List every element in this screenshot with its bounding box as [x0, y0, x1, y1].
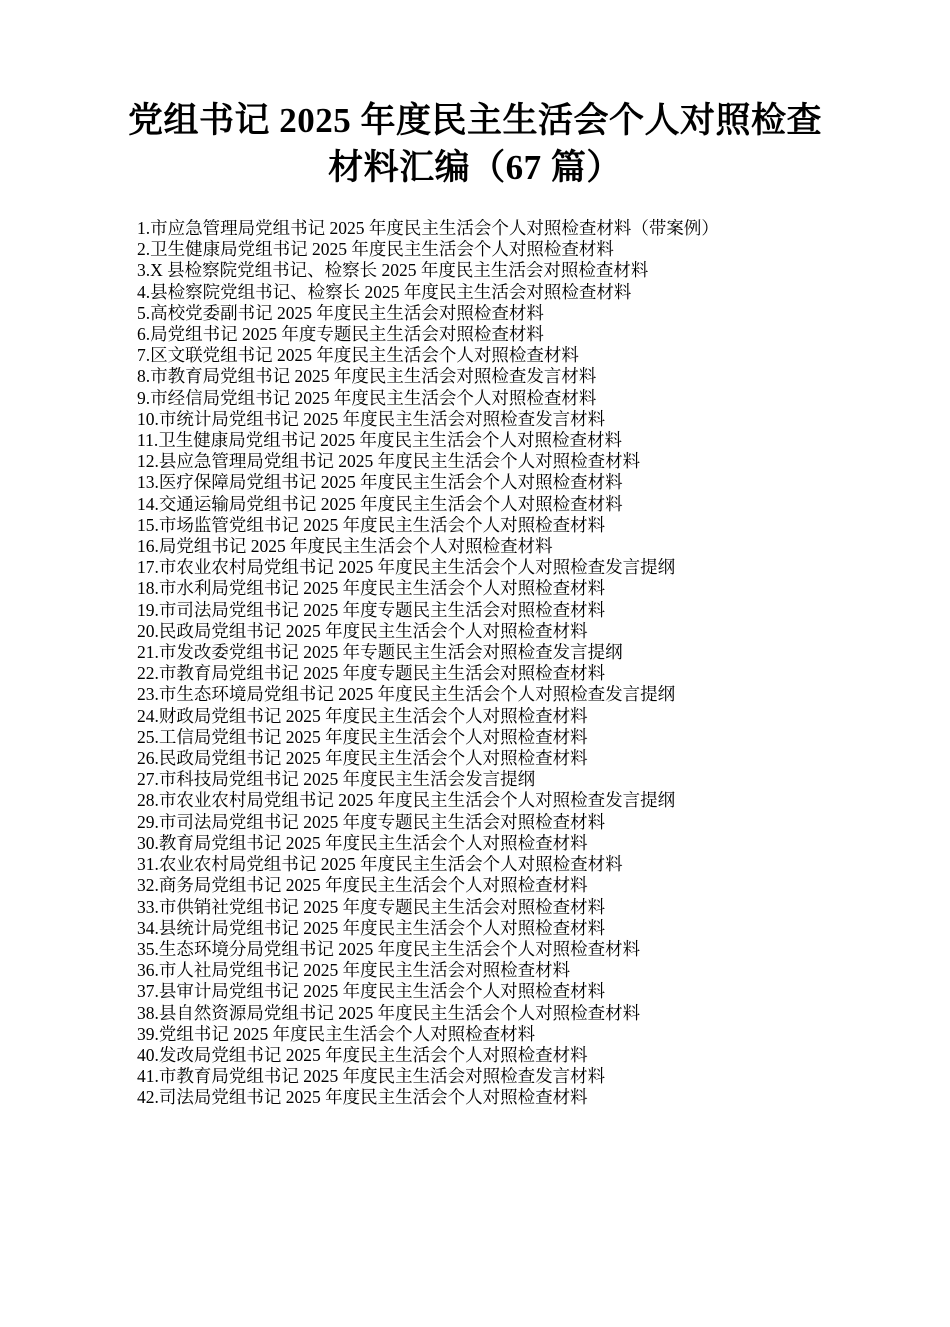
- list-item: 2.卫生健康局党组书记 2025 年度民主生活会个人对照检查材料: [137, 239, 614, 260]
- list-item: 12.县应急管理局党组书记 2025 年度民主生活会个人对照检查材料: [137, 451, 641, 472]
- list-item: 6.局党组书记 2025 年度专题民主生活会对照检查材料: [137, 324, 544, 345]
- list-item: 10.市统计局党组书记 2025 年度民主生活会对照检查发言材料: [137, 408, 606, 429]
- list-item: 8.市教育局党组书记 2025 年度民主生活会对照检查发言材料: [137, 366, 597, 387]
- list-item: 18.市水利局党组书记 2025 年度民主生活会个人对照检查材料: [137, 578, 606, 599]
- list-item: 13.医疗保障局党组书记 2025 年度民主生活会个人对照检查材料: [137, 472, 623, 493]
- list-item: 5.高校党委副书记 2025 年度民主生活会对照检查材料: [137, 302, 544, 323]
- list-item: 38.县自然资源局党组书记 2025 年度民主生活会个人对照检查材料: [137, 1002, 641, 1023]
- list-item: 41.市教育局党组书记 2025 年度民主生活会对照检查发言材料: [137, 1066, 606, 1087]
- list-item: 11.卫生健康局党组书记 2025 年度民主生活会个人对照检查材料: [137, 430, 622, 451]
- list-item: 17.市农业农村局党组书记 2025 年度民主生活会个人对照检查发言提纲: [137, 557, 676, 578]
- list-item: 23.市生态环境局党组书记 2025 年度民主生活会个人对照检查发言提纲: [137, 684, 676, 705]
- list-item: 34.县统计局党组书记 2025 年度民主生活会个人对照检查材料: [137, 917, 606, 938]
- list-item: 14.交通运输局党组书记 2025 年度民主生活会个人对照检查材料: [137, 493, 623, 514]
- list-item: 15.市场监管党组书记 2025 年度民主生活会个人对照检查材料: [137, 514, 606, 535]
- list-item: 21.市发改委党组书记 2025 年专题民主生活会对照检查发言提纲: [137, 642, 623, 663]
- list-item: 24.财政局党组书记 2025 年度民主生活会个人对照检查材料: [137, 705, 588, 726]
- list-item: 30.教育局党组书记 2025 年度民主生活会个人对照检查材料: [137, 832, 588, 853]
- list-item: 31.农业农村局党组书记 2025 年度民主生活会个人对照检查材料: [137, 854, 623, 875]
- list-item: 28.市农业农村局党组书记 2025 年度民主生活会个人对照检查发言提纲: [137, 790, 676, 811]
- page-title-line-1: 党组书记 2025 年度民主生活会个人对照检查: [127, 101, 822, 140]
- list-item: 36.市人社局党组书记 2025 年度民主生活会对照检查材料: [137, 960, 571, 981]
- list-item: 26.民政局党组书记 2025 年度民主生活会个人对照检查材料: [137, 748, 588, 769]
- list-item: 9.市经信局党组书记 2025 年度民主生活会个人对照检查材料: [137, 387, 597, 408]
- list-item: 32.商务局党组书记 2025 年度民主生活会个人对照检查材料: [137, 875, 588, 896]
- list-item: 37.县审计局党组书记 2025 年度民主生活会个人对照检查材料: [137, 981, 606, 1002]
- list-item: 4.县检察院党组书记、检察长 2025 年度民主生活会对照检查材料: [137, 281, 632, 302]
- list-item: 35.生态环境分局党组书记 2025 年度民主生活会个人对照检查材料: [137, 938, 641, 959]
- list-item: 25.工信局党组书记 2025 年度民主生活会个人对照检查材料: [137, 726, 588, 747]
- list-item: 29.市司法局党组书记 2025 年度专题民主生活会对照检查材料: [137, 811, 606, 832]
- list-item: 40.发改局党组书记 2025 年度民主生活会个人对照检查材料: [137, 1044, 588, 1065]
- list-item: 39.党组书记 2025 年度民主生活会个人对照检查材料: [137, 1023, 536, 1044]
- list-item: 27.市科技局党组书记 2025 年度民主生活会发言提纲: [137, 769, 536, 790]
- toc-list: [0, 218, 950, 1109]
- list-item: 20.民政局党组书记 2025 年度民主生活会个人对照检查材料: [137, 620, 588, 641]
- list-item: 7.区文联党组书记 2025 年度民主生活会个人对照检查材料: [137, 345, 579, 366]
- list-item: 22.市教育局党组书记 2025 年度专题民主生活会对照检查材料: [137, 663, 606, 684]
- list-item: 1.市应急管理局党组书记 2025 年度民主生活会个人对照检查材料（带案例）: [137, 218, 719, 238]
- list-item: 3.X 县检察院党组书记、检察长 2025 年度民主生活会对照检查材料: [137, 260, 649, 281]
- list-item: 42.司法局党组书记 2025 年度民主生活会个人对照检查材料: [137, 1087, 588, 1108]
- list-item: 33.市供销社党组书记 2025 年度专题民主生活会对照检查材料: [137, 896, 606, 917]
- list-item: 19.市司法局党组书记 2025 年度专题民主生活会对照检查材料: [137, 599, 606, 620]
- page-title: [0, 97, 950, 191]
- document-page: [0, 97, 950, 1327]
- page-title-line-2: 材料汇编（67 篇）: [328, 148, 622, 187]
- list-item: 16.局党组书记 2025 年度民主生活会个人对照检查材料: [137, 536, 553, 557]
